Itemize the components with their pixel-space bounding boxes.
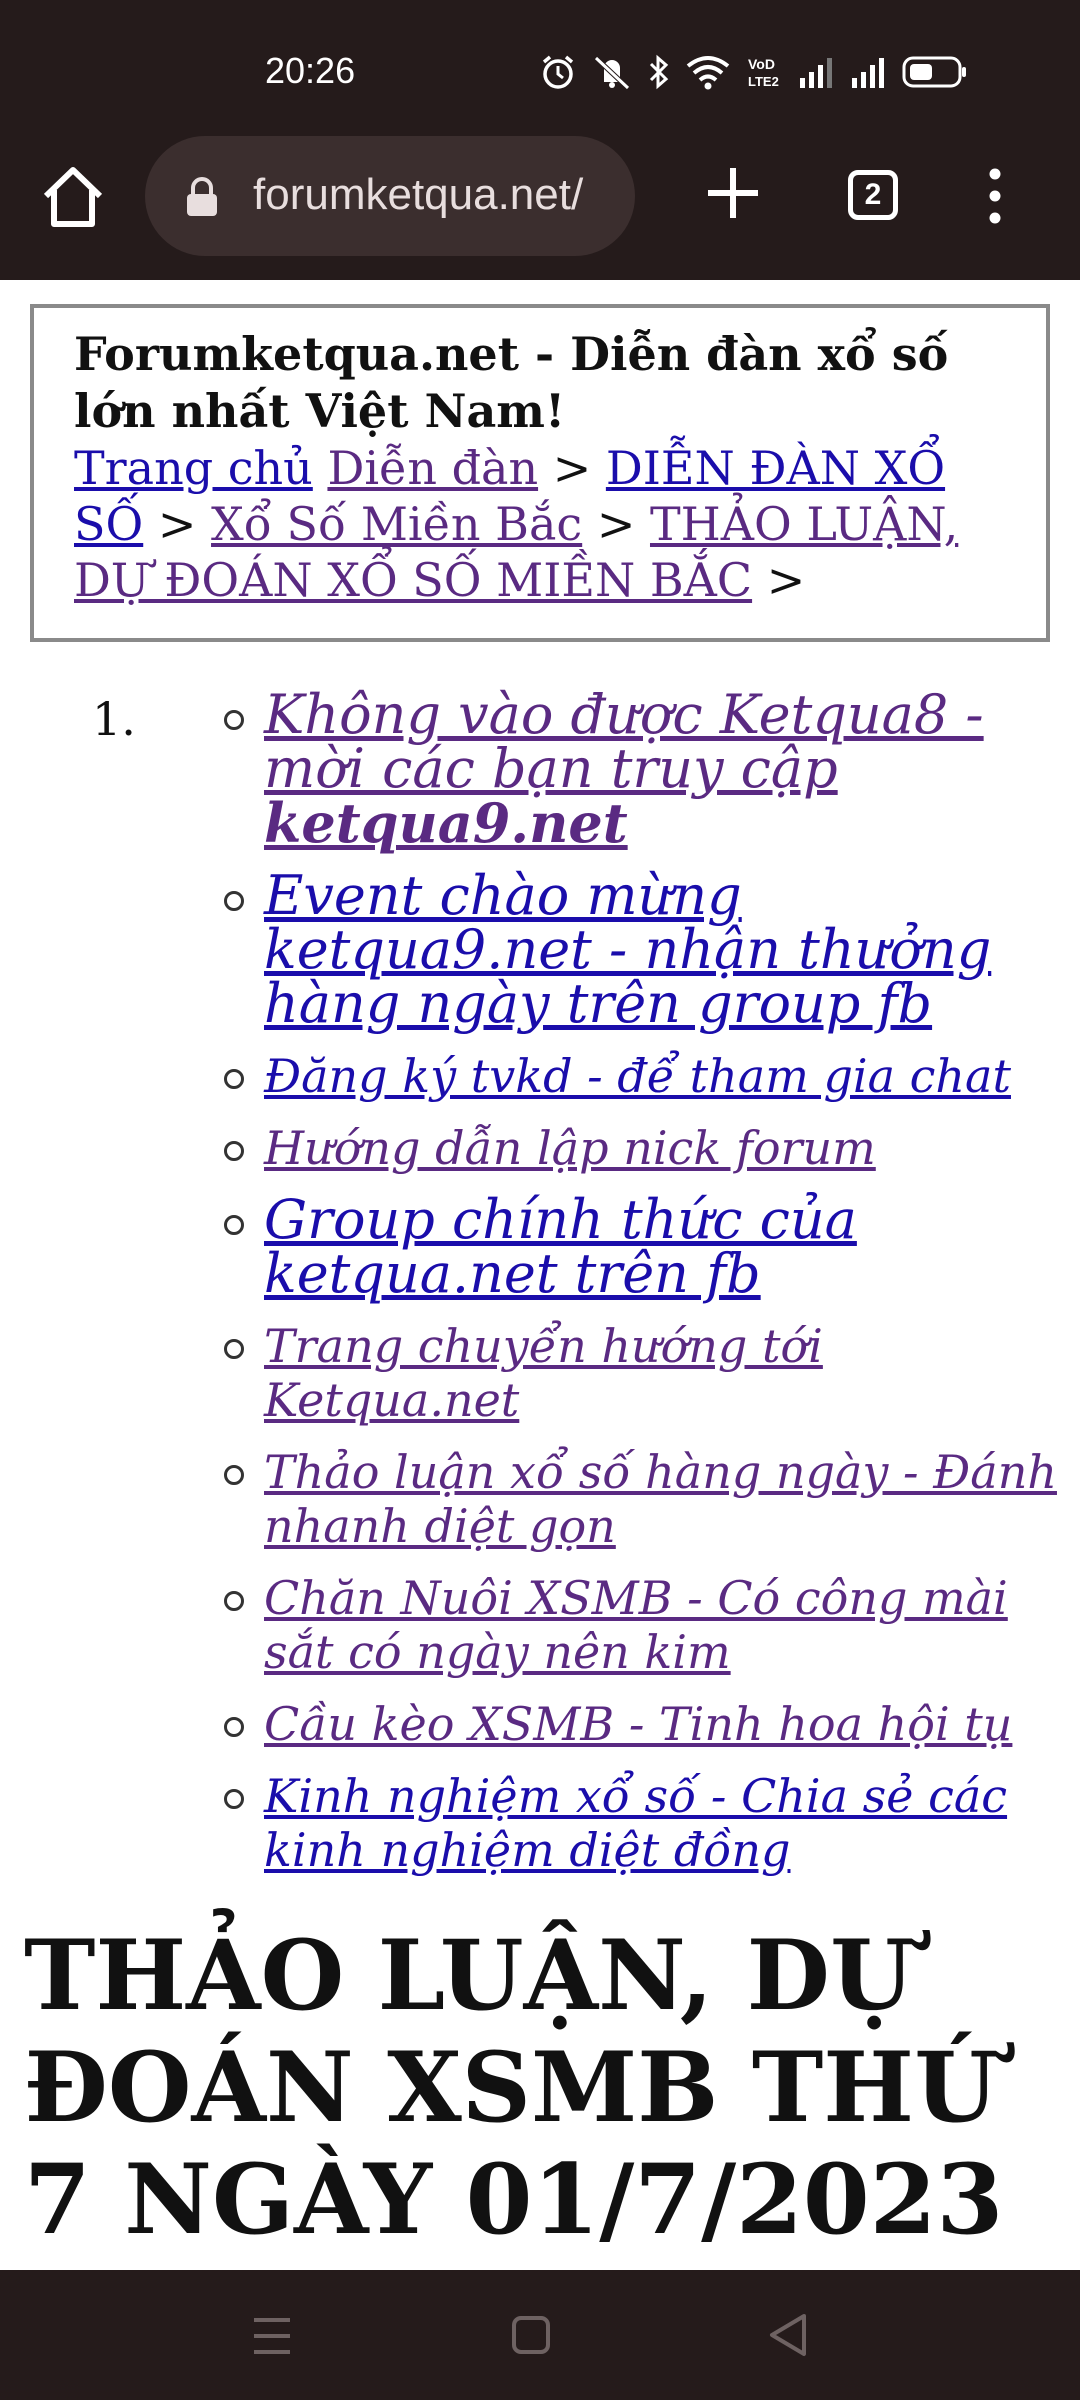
link-experience[interactable]: Kinh nghiệm xổ số - Chia sẻ các kinh nghiệm diệt đồng (264, 1769, 1008, 1877)
breadcrumb-separator: > (766, 553, 806, 607)
breadcrumb-separator: > (157, 497, 197, 551)
bluetooth-icon (648, 54, 670, 90)
link-event[interactable]: Event chào mừng ketqua9.net - nhận thưởng hàng ngày trên group fb (264, 864, 992, 1035)
breadcrumb-discussion[interactable]: THẢO LUẬN, DỰ ĐOÁN XỔ SỐ MIỀN BẮC (74, 497, 959, 607)
bullet-icon (224, 1591, 244, 1611)
link-bold-text: ketqua9.net (264, 791, 628, 855)
announcement-links (222, 683, 1062, 1895)
breadcrumb-xsmb[interactable]: Xổ Số Miền Bắc (211, 497, 583, 551)
browser-toolbar (0, 130, 1080, 280)
list-number: 1. (92, 692, 136, 746)
status-time: 20:26 (265, 50, 356, 91)
breadcrumb-forum[interactable]: Diễn đàn (327, 441, 539, 495)
tab-switcher-button[interactable]: 2 (848, 170, 898, 220)
list-item (222, 1769, 1062, 1877)
list-item (222, 1121, 1062, 1175)
lock-icon[interactable] (185, 176, 219, 218)
mute-icon (592, 54, 632, 90)
link-daily-discussion[interactable]: Thảo luận xổ số hàng ngày - Đánh nhanh diệt gọn (264, 1445, 1057, 1553)
list-item (222, 864, 1062, 1035)
alarm-icon (540, 54, 576, 90)
volte-icon (746, 54, 782, 90)
list-item (222, 1049, 1062, 1103)
bullet-icon (224, 1789, 244, 1809)
breadcrumb-home[interactable]: Trang chủ (74, 441, 313, 495)
page-content (0, 280, 1080, 2270)
bullet-icon (224, 1339, 244, 1359)
recent-apps-icon[interactable] (250, 2314, 294, 2358)
link-fb-group[interactable]: Group chính thức của ketqua.net trên fb (264, 1188, 857, 1305)
bullet-icon (224, 1215, 244, 1235)
page-title: THẢO LUẬN, DỰ ĐOÁN XSMB THỨ 7 NGÀY 01/7/2023 (24, 1919, 1004, 2256)
bullet-icon (224, 1717, 244, 1737)
status-bar (0, 0, 1080, 130)
breadcrumb-lottery-forum[interactable]: DIỄN ĐÀN XỔ SỐ (74, 441, 946, 551)
bullet-icon (224, 891, 244, 911)
battery-icon (902, 55, 968, 89)
bullet-icon (224, 710, 244, 730)
link-cau-keo[interactable]: Cầu kèo XSMB - Tinh hoa hội tụ (264, 1697, 1013, 1751)
more-menu-icon[interactable] (980, 166, 1010, 226)
wifi-icon (686, 54, 730, 90)
site-title: Forumketqua.net - Diễn đàn xổ số lớn nhất Việt Nam! (74, 327, 949, 438)
system-nav-bar (0, 2270, 1080, 2400)
signal-icon (798, 56, 834, 88)
svg-text:LTE2: LTE2 (748, 74, 779, 89)
link-guide[interactable]: Hướng dẫn lập nick forum (264, 1121, 876, 1175)
list-item (222, 1445, 1062, 1553)
address-bar[interactable] (145, 136, 635, 256)
back-icon[interactable] (768, 2312, 808, 2358)
bullet-icon (224, 1141, 244, 1161)
link-redirect[interactable]: Trang chuyển hướng tới Ketqua.net (264, 1319, 823, 1427)
breadcrumb (74, 440, 1006, 608)
link-chan-nuoi[interactable]: Chăn Nuôi XSMB - Có công mài sắt có ngày nên kim (264, 1571, 1008, 1679)
list-item (222, 1319, 1062, 1427)
home-icon[interactable] (38, 162, 108, 232)
url-text[interactable]: forumketqua.net/ (253, 170, 584, 219)
list-item (222, 1571, 1062, 1679)
status-icons (540, 52, 968, 92)
link-ketqua9[interactable] (264, 683, 1062, 855)
list-item (222, 683, 1062, 855)
signal-icon (850, 56, 886, 88)
forum-header (30, 304, 1050, 642)
bullet-icon (224, 1465, 244, 1485)
breadcrumb-separator: > (596, 497, 636, 551)
svg-text:VoD: VoD (748, 56, 775, 72)
new-tab-icon[interactable] (700, 160, 766, 226)
link-text: Không vào được Ketqua8 - mời các bạn truy cập (264, 683, 984, 800)
bullet-icon (224, 1069, 244, 1089)
breadcrumb-separator: > (552, 441, 592, 495)
list-item (222, 1697, 1062, 1751)
list-item (222, 1188, 1062, 1305)
home-icon[interactable] (511, 2314, 551, 2356)
link-register[interactable]: Đăng ký tvkd - để tham gia chat (264, 1049, 1011, 1103)
